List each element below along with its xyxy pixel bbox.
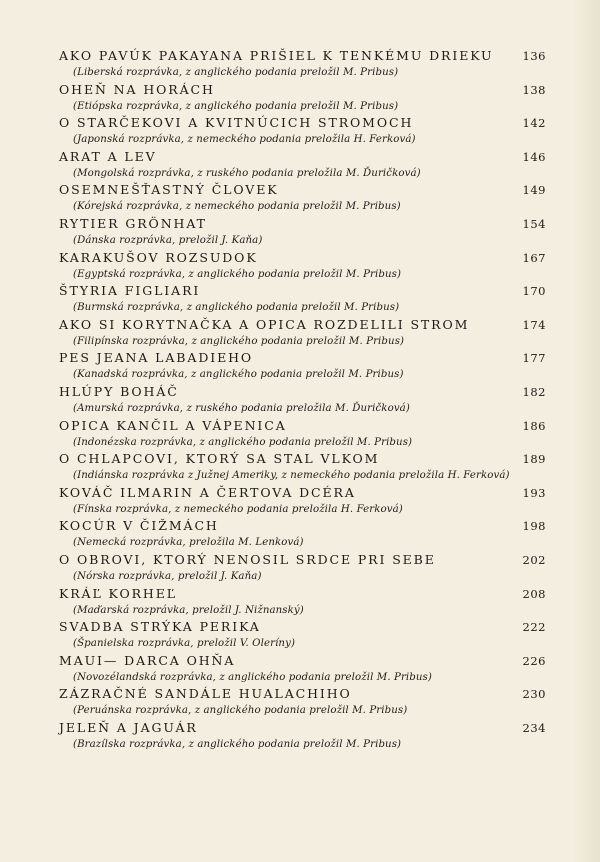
page-number: 154 bbox=[522, 216, 546, 231]
translation-credit: (Fínska rozprávka, z nemeckého podania preložila H. Ferková) bbox=[73, 503, 403, 515]
toc-entry-line bbox=[59, 652, 546, 670]
page-number: 138 bbox=[522, 82, 546, 97]
toc-entry bbox=[59, 517, 546, 551]
toc-entry-line bbox=[59, 484, 546, 502]
translation-credit: (Indiánska rozprávka z Južnej Ameriky, z nemeckého podania preložila H. Ferková) bbox=[73, 470, 510, 482]
page-number: 230 bbox=[522, 687, 546, 702]
translation-credit: (Nórska rozprávka, preložil J. Kaňa) bbox=[73, 570, 262, 582]
page-number: 202 bbox=[522, 552, 546, 567]
toc-entry-line bbox=[59, 585, 546, 603]
toc-entry-line bbox=[59, 81, 546, 99]
toc-entry-line bbox=[59, 719, 546, 737]
story-title: OPICA KANČIL A VÁPENICA bbox=[59, 417, 287, 433]
toc-entry bbox=[59, 417, 546, 451]
page-number: 170 bbox=[522, 284, 546, 299]
toc-entry bbox=[59, 114, 546, 148]
toc-entry-line bbox=[59, 417, 546, 435]
story-title: AKO SI KORYTNAČKA A OPICA ROZDELILI STROM bbox=[59, 316, 470, 332]
page-number: 193 bbox=[522, 485, 546, 500]
toc-entry bbox=[59, 685, 546, 719]
translation-credit: (Španielska rozprávka, preložil V. Oleríny) bbox=[73, 638, 296, 650]
page-number: 198 bbox=[522, 519, 546, 534]
toc-entry bbox=[59, 47, 546, 81]
toc-entry-line bbox=[59, 47, 546, 65]
toc-entry bbox=[59, 349, 546, 383]
translation-credit: (Filipínska rozprávka, z anglického podania preložil M. Pribus) bbox=[73, 335, 405, 347]
toc-entry-line bbox=[59, 282, 546, 300]
page-number: 149 bbox=[522, 183, 546, 198]
page-number: 186 bbox=[522, 418, 546, 433]
story-title: HLÚPY BOHÁČ bbox=[59, 383, 179, 399]
toc-entry bbox=[59, 81, 546, 115]
story-title: RYTIER GRÖNHAT bbox=[59, 215, 207, 231]
toc-entry-line bbox=[59, 215, 546, 233]
story-title: KOVÁČ ILMARIN A ČERTOVA DCÉRA bbox=[59, 484, 356, 500]
toc-entry-line bbox=[59, 148, 546, 166]
page-number: 136 bbox=[522, 49, 546, 63]
toc-entry-line bbox=[59, 685, 546, 703]
translation-credit: (Amurská rozprávka, z ruského podania preložila M. Ďuričková) bbox=[73, 402, 410, 414]
page-number: 208 bbox=[522, 586, 546, 601]
translation-credit: (Japonská rozprávka, z nemeckého podania preložila H. Ferková) bbox=[73, 134, 416, 146]
translation-credit: (Peruánska rozprávka, z anglického podania preložil M. Pribus) bbox=[73, 705, 408, 717]
toc-entry bbox=[59, 484, 546, 518]
page-number: 226 bbox=[522, 653, 546, 668]
story-title: ŠTYRIA FIGLIARI bbox=[59, 283, 201, 299]
story-title: ARAT A LEV bbox=[59, 148, 157, 164]
translation-credit: (Dánska rozprávka, preložil J. Kaňa) bbox=[73, 234, 263, 246]
toc-entry-line bbox=[59, 551, 546, 569]
toc-entry-line bbox=[59, 517, 546, 535]
story-title: KRÁĽ KORHEĽ bbox=[59, 585, 177, 601]
page-number: 142 bbox=[522, 116, 546, 131]
toc-entry-line bbox=[59, 316, 546, 334]
story-title: OHEŇ NA HORÁCH bbox=[59, 81, 215, 97]
story-title: PES JEANA LABADIEHO bbox=[59, 350, 254, 366]
story-title: O OBROVI, KTORÝ NENOSIL SRDCE PRI SEBE bbox=[59, 551, 436, 567]
toc-entry bbox=[59, 618, 546, 652]
translation-credit: (Etiópska rozprávka, z anglického podania preložil M. Pribus) bbox=[73, 100, 399, 112]
translation-credit: (Kórejská rozprávka, z nemeckého podania preložil M. Pribus) bbox=[73, 201, 401, 213]
translation-credit: (Egyptská rozprávka, z anglického podania preložil M. Pribus) bbox=[73, 268, 402, 280]
translation-credit: (Maďarská rozprávka, preložil J. Nižnanský) bbox=[73, 604, 304, 616]
page-number: 174 bbox=[522, 317, 546, 332]
page-number: 167 bbox=[522, 250, 546, 265]
story-title: O STARČEKOVI A KVITNÚCICH STROMOCH bbox=[59, 115, 414, 131]
toc-entry bbox=[59, 282, 546, 316]
page-edge-shadow bbox=[572, 0, 600, 862]
page-number: 222 bbox=[522, 620, 546, 635]
story-title: KARAKUŠOV ROZSUDOK bbox=[59, 249, 258, 265]
page-number: 146 bbox=[522, 149, 546, 164]
toc-entry-line bbox=[59, 249, 546, 267]
translation-credit: (Burmská rozprávka, z anglického podania preložil M. Pribus) bbox=[73, 302, 400, 314]
toc-entry bbox=[59, 148, 546, 182]
toc-entry-line bbox=[59, 383, 546, 401]
toc-entry bbox=[59, 215, 546, 249]
toc-entry bbox=[59, 181, 546, 215]
toc-entry bbox=[59, 249, 546, 283]
toc-entry-line bbox=[59, 618, 546, 636]
toc-entry bbox=[59, 383, 546, 417]
translation-credit: (Liberská rozprávka, z anglického podania preložil M. Pribus) bbox=[73, 67, 399, 78]
toc-entry bbox=[59, 551, 546, 585]
page-number: 234 bbox=[522, 720, 546, 735]
translation-credit: (Indonézska rozprávka, z anglického podania preložil M. Pribus) bbox=[73, 436, 413, 448]
story-title: JELEŇ A JAGUÁR bbox=[59, 719, 198, 735]
story-title: OSEMNEŠŤASTNÝ ČLOVEK bbox=[59, 182, 279, 198]
toc-entry bbox=[59, 719, 546, 753]
toc-entry-line bbox=[59, 349, 546, 367]
translation-credit: (Nemecká rozprávka, preložila M. Lenková) bbox=[73, 537, 304, 549]
toc-entry bbox=[59, 585, 546, 619]
toc-entry bbox=[59, 450, 546, 484]
translation-credit: (Kanadská rozprávka, z anglického podania preložil M. Pribus) bbox=[73, 369, 404, 381]
translation-credit: (Brazílska rozprávka, z anglického podania preložil M. Pribus) bbox=[73, 738, 402, 750]
table-of-contents bbox=[59, 47, 546, 752]
story-title: AKO PAVÚK PAKAYANA PRIŠIEL K TENKÉMU DRIEKU bbox=[59, 48, 494, 63]
toc-entry-line bbox=[59, 450, 546, 468]
toc-entry bbox=[59, 652, 546, 686]
translation-credit: (Mongolská rozprávka, z ruského podania preložila M. Ďuričková) bbox=[73, 167, 421, 179]
page-number: 182 bbox=[522, 384, 546, 399]
story-title: MAUI— DARCA OHŇA bbox=[59, 652, 236, 668]
toc-entry-line bbox=[59, 114, 546, 132]
story-title: ZÁZRAČNÉ SANDÁLE HUALACHIHO bbox=[59, 686, 352, 702]
story-title: O CHLAPCOVI, KTORÝ SA STAL VLKOM bbox=[59, 451, 380, 467]
toc-entry-line bbox=[59, 181, 546, 199]
page-number: 189 bbox=[522, 452, 546, 467]
toc-entry bbox=[59, 316, 546, 350]
translation-credit: (Novozélandská rozprávka, z anglického podania preložil M. Pribus) bbox=[73, 671, 432, 683]
story-title: KOCÚR V ČIŽMÁCH bbox=[59, 518, 219, 534]
page-number: 177 bbox=[522, 351, 546, 366]
story-title: SVADBA STRÝKA PERIKA bbox=[59, 619, 261, 635]
